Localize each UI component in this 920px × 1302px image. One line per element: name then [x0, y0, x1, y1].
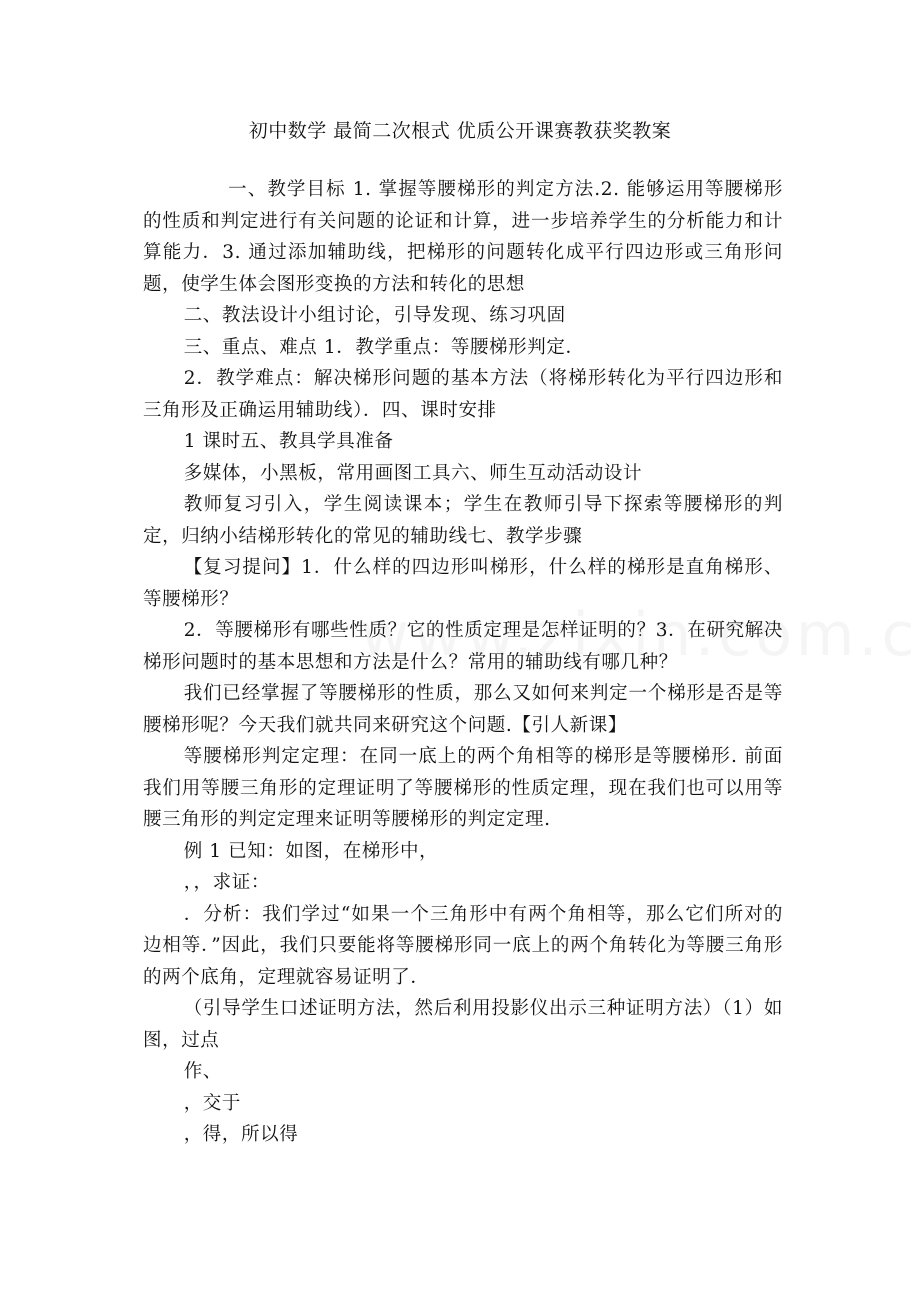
- paragraph-teaching-aids: 多媒体，小黑板，常用画图工具六、师生互动活动设计: [183, 462, 643, 484]
- paragraph-prove: ，，求证：: [183, 872, 270, 893]
- paragraph-interaction-design: 教师复习引入，学生阅读课本；学生在教师引导下探索等腰梯形的判定，归纳小结梯形转化的常见的辅助线七、教学步骤: [143, 494, 783, 547]
- paragraph-class-hours: 1 课时五、教具学具准备: [183, 431, 394, 452]
- paragraph-conclusion: ，得，所以得: [183, 1124, 299, 1145]
- paragraph-review-questions: 【复习提问】1．什么样的四边形叫梯形，什么样的梯形是直角梯形、等腰梯形？: [143, 557, 783, 610]
- paragraph-review-questions-2: 2．等腰梯形有哪些性质？它的性质定理是怎样证明的？3．在研究解决梯形问题时的基本思想和方法是什么？常用的辅助线有哪几种？: [143, 620, 783, 673]
- paragraph-difficulties: 2．教学难点：解决梯形问题的基本方法（将梯形转化为平行四边形和三角形及正确运用辅助线）．四、课时安排: [143, 368, 783, 421]
- paragraph-analysis: ．分析：我们学过“如果一个三角形中有两个角相等，那么它们所对的边相等．”因此，我们只要能将等腰梯形同一底上的两个角转化为等腰三角形的两个底角，定理就容易证明了．: [143, 903, 783, 988]
- paragraph-teaching-objectives: 一、教学目标 1. 掌握等腰梯形的判定方法.2. 能够运用等腰梯形的性质和判定进行有关问题的论证和计算，进一步培养学生的分析能力和计算能力．3. 通过添加辅助线，把梯形的问题转化成平行四边形或三角形问题，使学生体会图形变换的方法和转化的思想: [143, 179, 783, 295]
- paragraph-key-points: 三、重点、难点 1．教学重点：等腰梯形判定．: [183, 336, 585, 358]
- paragraph-proof-methods: （引导学生口述证明方法，然后利用投影仪出示三种证明方法）（1）如图，过点: [143, 998, 783, 1051]
- document-body: [143, 174, 783, 1151]
- paragraph-teaching-method: 二、教法设计小组讨论，引导发现、练习巩固: [183, 305, 566, 326]
- paragraph-construct: 作、: [183, 1061, 222, 1082]
- document-title: 初中数学 最简二次根式 优质公开课赛教获奖教案: [248, 120, 672, 142]
- paragraph-example-1: 例 1 已知：如图，在梯形中，: [183, 840, 439, 862]
- paragraph-intersect: ，交于: [183, 1092, 241, 1114]
- paragraph-introduction: 我们已经掌握了等腰梯形的性质，那么又如何来判定一个梯形是否是等腰梯形呢？今天我们就共同来研究这个问题.【引人新课】: [143, 683, 783, 736]
- paragraph-theorem: 等腰梯形判定定理：在同一底上的两个角相等的梯形是等腰梯形. 前面我们用等腰三角形的定理证明了等腰梯形的性质定理，现在我们也可以用等腰三角形的判定定理来证明等腰梯形的判定定理.: [143, 746, 783, 830]
